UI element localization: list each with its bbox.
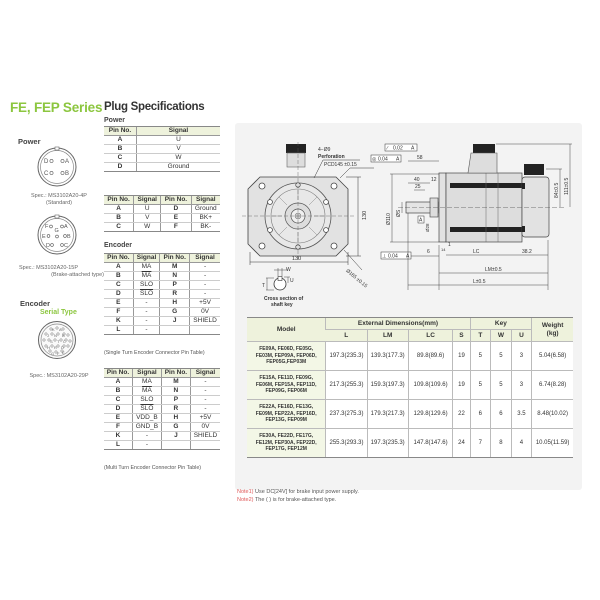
- pin: P: [160, 281, 190, 290]
- svg-text:K: K: [52, 327, 55, 332]
- pin: C: [104, 396, 132, 405]
- table-row: [104, 308, 220, 317]
- svg-text:C: C: [64, 243, 68, 249]
- model-line: FEP05G,FEP03M: [266, 359, 307, 366]
- power-pin-table: [104, 126, 220, 172]
- pin: B: [104, 214, 134, 223]
- col-signal-2: Signal: [190, 369, 220, 378]
- pin: E: [104, 414, 132, 423]
- key-u: U: [290, 278, 294, 284]
- pcd-dim: PCD145 ±0.15: [324, 162, 357, 168]
- table-row: [104, 414, 220, 423]
- spec-type: (Standard): [46, 200, 72, 206]
- weight-cell: 5.04(6.58): [532, 342, 573, 371]
- s-cell: 24: [453, 429, 470, 458]
- note-key: Note2): [237, 497, 254, 503]
- signal: -: [133, 317, 160, 326]
- model-line: FE03M, FEP09A, FEP06D,: [255, 352, 317, 359]
- l-cell: 237.3(275.3): [326, 400, 367, 429]
- pin: [161, 441, 190, 450]
- signal: VDD_B: [132, 414, 161, 423]
- signal: -: [190, 290, 220, 299]
- dim-shaft-diameter: ØS: [396, 209, 402, 217]
- svg-text:T: T: [57, 339, 60, 344]
- pin: K: [104, 432, 132, 441]
- table-row: [104, 326, 220, 335]
- encoder-connector-label: Encoder: [20, 299, 51, 308]
- svg-text:F: F: [45, 224, 49, 230]
- table-row: [104, 272, 220, 281]
- spec-type: (Brake-attached type): [51, 272, 104, 278]
- motor-side-view-drawing: [370, 135, 580, 315]
- w-cell: 5: [491, 342, 512, 371]
- svg-text:⊥: ⊥: [382, 253, 387, 260]
- s-cell: 22: [453, 400, 470, 429]
- spec-text: Spec.: MS3102A20-4P: [31, 193, 87, 199]
- dim-6: 6: [427, 249, 430, 255]
- svg-text:∕: ∕: [387, 145, 388, 152]
- table-row: [104, 214, 220, 223]
- signal: $\overline{SLO}$: [133, 290, 160, 299]
- svg-text:F: F: [57, 351, 60, 356]
- svg-text:A: A: [65, 159, 70, 165]
- pin: H: [161, 414, 190, 423]
- external-dimensions-table: [247, 317, 573, 458]
- svg-text:D: D: [61, 345, 64, 350]
- u-cell: 3: [511, 371, 532, 400]
- col-l: L: [326, 330, 367, 342]
- col-model: Model: [247, 318, 326, 342]
- signal: -: [190, 263, 220, 272]
- note-key: Note1): [237, 489, 254, 495]
- runout-tol: 0.02: [393, 145, 403, 152]
- dim-58: 58: [417, 155, 423, 161]
- dim-1: 1: [448, 242, 451, 248]
- table-row: [104, 378, 220, 387]
- col-w: W: [491, 330, 512, 342]
- table-row: [247, 400, 573, 429]
- shaft-key-caption-1: Cross section of: [264, 296, 304, 302]
- pin: A: [104, 263, 133, 272]
- signal: $\overline{MA}$: [133, 272, 160, 281]
- col-s: S: [453, 330, 470, 342]
- col-u: U: [511, 330, 532, 342]
- w-cell: 6: [491, 400, 512, 429]
- table-row: [104, 405, 220, 414]
- pin: A: [104, 136, 136, 145]
- lc-cell: 129.8(129.6): [408, 400, 453, 429]
- pin: D: [104, 163, 136, 172]
- front-height-dim: 130: [362, 210, 368, 220]
- signal: -: [190, 396, 220, 405]
- weight-cell: 10.05(11.59): [532, 429, 573, 458]
- model-line: FEP13G, FEP09M: [265, 417, 307, 424]
- signal: -: [190, 272, 220, 281]
- pin: C: [104, 154, 136, 163]
- svg-text:D: D: [46, 243, 50, 249]
- signal: -: [133, 299, 160, 308]
- shaft-key-caption-2: shaft key: [271, 302, 293, 308]
- pin: N: [160, 272, 190, 281]
- power-connector-label: Power: [18, 137, 41, 146]
- signal: SLO: [132, 396, 161, 405]
- signal: -: [190, 387, 220, 396]
- signal: GND_B: [132, 423, 161, 432]
- dim-12: 12: [431, 177, 437, 183]
- l-cell: 217.3(255.3): [326, 371, 367, 400]
- pin: R: [160, 290, 190, 299]
- front-width-dim: 130: [292, 256, 302, 262]
- table-row: [104, 387, 220, 396]
- model-cell: [247, 400, 326, 429]
- svg-text:J: J: [47, 333, 49, 338]
- note-2: [237, 496, 359, 504]
- svg-text:B: B: [65, 171, 70, 177]
- col-weight: [532, 318, 573, 342]
- s-cell: 19: [453, 371, 470, 400]
- col-pin-no-2: Pin No.: [160, 254, 190, 263]
- svg-text:B: B: [67, 234, 71, 240]
- signal: $\overline{SLO}$: [132, 405, 161, 414]
- svg-text:H: H: [47, 345, 50, 350]
- model-line: FEP17G, FEP12M: [265, 446, 307, 453]
- pin: L: [104, 441, 132, 450]
- weight-cell: 8.48(10.02): [532, 400, 573, 429]
- svg-text:R: R: [54, 345, 57, 350]
- table-row: [104, 299, 220, 308]
- svg-text:A: A: [64, 224, 68, 230]
- brake-power-pin-table: [104, 195, 220, 232]
- perforation-label: Perforation: [318, 154, 345, 160]
- pin: F: [161, 223, 191, 232]
- datum-a1: A: [411, 145, 415, 152]
- weight-label: Weight: [541, 321, 564, 329]
- dim-28: Ø28: [425, 223, 430, 232]
- model-line: FE30A, FE22D, FE17G,: [259, 433, 314, 440]
- col-t: T: [470, 330, 491, 342]
- pin: E: [104, 299, 133, 308]
- pin: M: [161, 378, 190, 387]
- signal: [190, 326, 220, 335]
- col-signal: Signal: [133, 254, 160, 263]
- table-row: [104, 290, 220, 299]
- table-row: [104, 154, 220, 163]
- w-cell: 8: [491, 429, 512, 458]
- col-lc: LC: [408, 330, 453, 342]
- col-pin-no: Pin No.: [104, 127, 136, 136]
- svg-text:G: G: [51, 351, 55, 356]
- lc-cell: 89.8(89.6): [408, 342, 453, 371]
- signal: SHIELD: [190, 432, 220, 441]
- svg-text:E: E: [42, 234, 46, 240]
- weight-cell: 6.74(8.28): [532, 371, 573, 400]
- table-row: [104, 145, 220, 154]
- col-pin-no: Pin No.: [104, 369, 132, 378]
- weight-unit: (kg): [546, 329, 559, 337]
- svg-text:G: G: [54, 228, 59, 234]
- pin: K: [104, 317, 133, 326]
- key-t: T: [262, 283, 266, 289]
- col-external-dimensions: External Dimensions(mm): [326, 318, 470, 330]
- table-row: [104, 317, 220, 326]
- col-pin-no-2: Pin No.: [161, 196, 191, 205]
- signal: SHIELD: [190, 317, 220, 326]
- table-row: [104, 223, 220, 232]
- table-row: [247, 342, 573, 371]
- power-section-label: Power: [104, 117, 126, 124]
- pin: G: [160, 308, 190, 317]
- svg-text:C: C: [63, 339, 66, 344]
- svg-text:E: E: [62, 350, 65, 355]
- l-cell: 255.3(293.3): [326, 429, 367, 458]
- note-text: The ( ) is for brake-attached type.: [253, 497, 337, 503]
- key-w: W: [286, 267, 291, 273]
- model-cell: [247, 429, 326, 458]
- signal: $\overline{MA}$: [132, 387, 161, 396]
- encoder-multi-turn-pin-table: [104, 368, 220, 450]
- table-row: [104, 136, 220, 145]
- signal: U: [134, 205, 161, 214]
- spec-text: Spec.: MS3102A20-15P: [19, 265, 79, 271]
- signal: -: [132, 441, 161, 450]
- signal: W: [134, 223, 161, 232]
- dim-40: 40: [414, 177, 420, 183]
- t-cell: 7: [470, 429, 491, 458]
- u-cell: 4: [511, 429, 532, 458]
- col-signal-2: Signal: [190, 254, 220, 263]
- signal: W: [136, 154, 220, 163]
- signal: -: [190, 405, 220, 414]
- pin: A: [104, 205, 134, 214]
- signal: 0V: [190, 423, 220, 432]
- datum-a2: A: [396, 156, 400, 163]
- dim-111: 111±0.5: [564, 177, 570, 195]
- perp-tol: 0.04: [388, 253, 398, 260]
- signal: +5V: [190, 299, 220, 308]
- col-pin-no: Pin No.: [104, 196, 134, 205]
- table-row: [247, 371, 573, 400]
- pin: J: [160, 317, 190, 326]
- dim-84: 84±0.5: [554, 182, 560, 198]
- pin: D: [161, 205, 191, 214]
- pin: R: [161, 405, 190, 414]
- model-line: FE09M, FEP22A, FEP16D,: [255, 410, 317, 417]
- pin: P: [161, 396, 190, 405]
- series-title: FE, FEP Series: [10, 100, 103, 115]
- dim-flange-diameter: Ø110: [386, 213, 392, 225]
- pin: B: [104, 145, 136, 154]
- flange-diameter-dim: Ø165 ±0.15: [344, 268, 369, 290]
- note-1: [237, 488, 359, 496]
- model-line: FE12M, FEP30A, FEP22D,: [255, 439, 317, 446]
- conc-tol: 0.04: [378, 156, 388, 163]
- table-row: [104, 396, 220, 405]
- t-cell: 5: [470, 342, 491, 371]
- plug-specifications-title: Plug Specifications: [104, 101, 205, 113]
- lm-cell: 159.3(197.3): [367, 371, 408, 400]
- pin: C: [104, 281, 133, 290]
- lm-cell: 139.3(177.3): [367, 342, 408, 371]
- svg-text:D: D: [44, 159, 49, 165]
- signal: V: [134, 214, 161, 223]
- model-cell: [247, 371, 326, 400]
- col-signal-2: Signal: [191, 196, 220, 205]
- pin: A: [104, 378, 132, 387]
- pin: G: [161, 423, 190, 432]
- note-text: Use DC[24V] for brake input power supply.: [253, 489, 359, 495]
- signal: MA: [133, 263, 160, 272]
- pin: N: [161, 387, 190, 396]
- dim-38-2: 38.2: [522, 249, 532, 255]
- table-row: [247, 429, 573, 458]
- col-signal: Signal: [132, 369, 161, 378]
- svg-text:◎: ◎: [372, 156, 377, 163]
- table-row: [104, 263, 220, 272]
- signal: SLO: [133, 281, 160, 290]
- col-lm: LM: [367, 330, 408, 342]
- model-cell: [247, 342, 326, 371]
- col-key: Key: [470, 318, 532, 330]
- model-line: FEP09G, FEP06M: [265, 388, 307, 395]
- serial-type-label: Serial Type: [40, 309, 77, 316]
- signal: V: [136, 145, 220, 154]
- encoder-connector-29p-icon: [37, 320, 77, 360]
- multi-turn-caption: (Multi Turn Encoder Connector Pin Table): [104, 465, 202, 471]
- svg-text:A: A: [59, 327, 62, 332]
- signal: U: [136, 136, 220, 145]
- lm-cell: 197.3(235.3): [367, 429, 408, 458]
- signal: -: [133, 326, 160, 335]
- dim-14: 14: [441, 247, 446, 252]
- svg-text:N: N: [54, 333, 57, 338]
- u-cell: 3.5: [511, 400, 532, 429]
- s-cell: 19: [453, 342, 470, 371]
- svg-text:B: B: [62, 333, 65, 338]
- table-row: [104, 281, 220, 290]
- col-pin-no-2: Pin No.: [161, 369, 190, 378]
- power-brake-spec: [14, 265, 104, 279]
- dim-lm: LM±0.5: [485, 267, 502, 273]
- lc-cell: 109.8(109.6): [408, 371, 453, 400]
- t-cell: 6: [470, 400, 491, 429]
- pin: J: [161, 432, 190, 441]
- pin: D: [104, 290, 133, 299]
- pin: L: [104, 326, 133, 335]
- signal: Ground: [136, 163, 220, 172]
- signal: MA: [132, 378, 161, 387]
- encoder-spec: Spec.: MS3102A20-29P: [29, 373, 89, 379]
- dim-lc: LC: [473, 249, 480, 255]
- signal: -: [190, 378, 220, 387]
- power-connector-4p-icon: [36, 146, 78, 188]
- notes: [237, 488, 359, 504]
- table-row: [104, 432, 220, 441]
- pin: F: [104, 423, 132, 432]
- svg-text:S: S: [50, 339, 53, 344]
- datum-a3: A: [406, 253, 410, 260]
- t-cell: 5: [470, 371, 491, 400]
- model-line: FE22A, FE16D, FE13G,: [259, 404, 314, 411]
- signal: BK-: [191, 223, 220, 232]
- table-row: [104, 423, 220, 432]
- pin: B: [104, 272, 133, 281]
- power-std-spec: [14, 193, 104, 207]
- encoder-section-label: Encoder: [104, 242, 133, 249]
- model-line: FE09A, FE06D, FE05G,: [259, 346, 314, 353]
- signal: 0V: [190, 308, 220, 317]
- col-signal: Signal: [136, 127, 220, 136]
- l-cell: 197.3(235.3): [326, 342, 367, 371]
- pin: C: [104, 223, 134, 232]
- signal: +5V: [190, 414, 220, 423]
- signal: -: [190, 281, 220, 290]
- lm-cell: 179.3(217.3): [367, 400, 408, 429]
- table-row: [104, 205, 220, 214]
- shaft-key-cross-section-icon: [262, 262, 322, 312]
- model-line: FE06M, FEP15A, FEP11D,: [255, 381, 317, 388]
- col-signal: Signal: [134, 196, 161, 205]
- signal: BK+: [191, 214, 220, 223]
- u-cell: 3: [511, 342, 532, 371]
- dim-l: L±0.5: [473, 279, 486, 285]
- dim-25: 25: [415, 184, 421, 190]
- datum-a-box: A: [419, 217, 423, 224]
- col-pin-no: Pin No.: [104, 254, 133, 263]
- pin: D: [104, 405, 132, 414]
- signal: -: [133, 308, 160, 317]
- table-row: [104, 163, 220, 172]
- pin: [160, 326, 190, 335]
- encoder-single-turn-pin-table: [104, 253, 220, 335]
- model-line: FE15A, FE11D, FE09G,: [259, 375, 314, 382]
- signal: Ground: [191, 205, 220, 214]
- w-cell: 5: [491, 371, 512, 400]
- signal: -: [132, 432, 161, 441]
- pin: H: [160, 299, 190, 308]
- perforation-count: 4−Ø9: [318, 147, 331, 153]
- signal: [190, 441, 220, 450]
- pin: M: [160, 263, 190, 272]
- lc-cell: 147.8(147.6): [408, 429, 453, 458]
- table-row: [104, 441, 220, 450]
- pin: B: [104, 387, 132, 396]
- svg-text:C: C: [44, 171, 49, 177]
- pin: F: [104, 308, 133, 317]
- power-connector-15p-icon: [36, 214, 78, 256]
- single-turn-caption: (Single Turn Encoder Connector Pin Table): [104, 350, 205, 356]
- pin: E: [161, 214, 191, 223]
